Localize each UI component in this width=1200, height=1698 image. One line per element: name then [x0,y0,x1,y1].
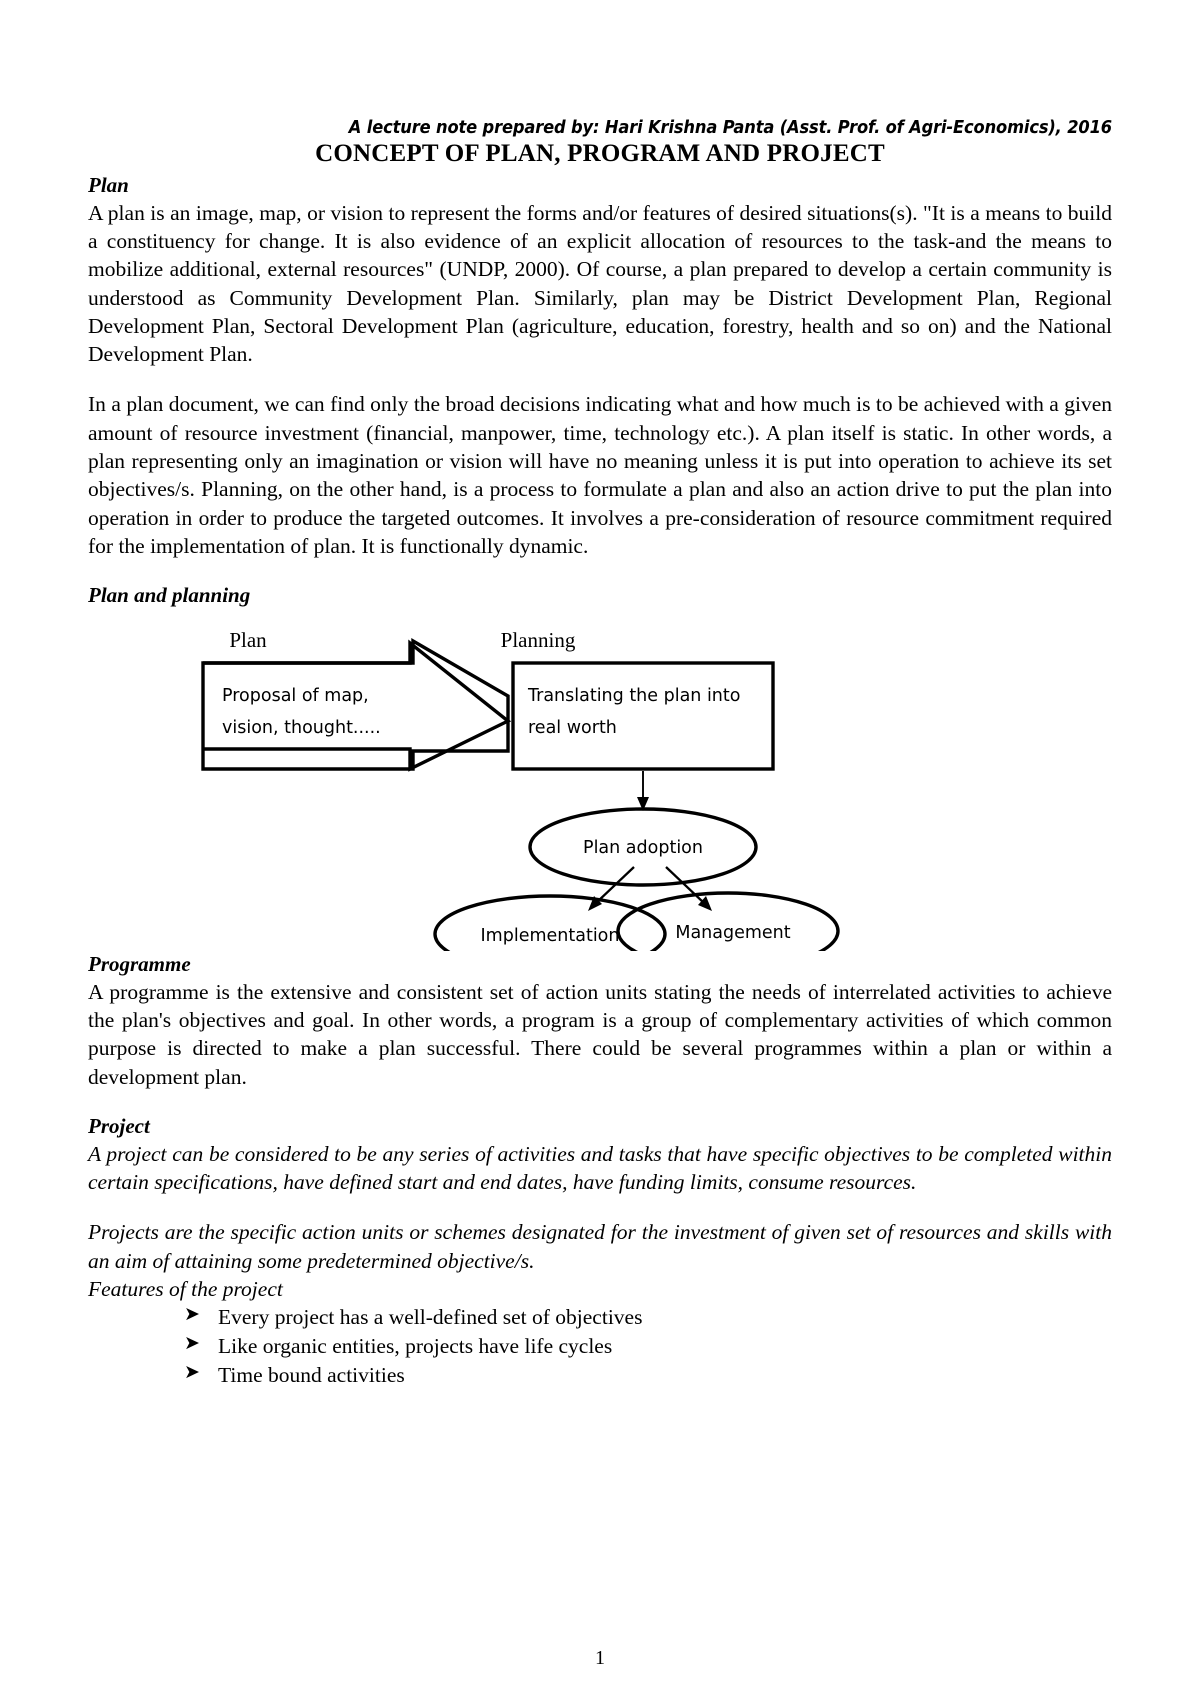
arrow-bullet-icon: ➤ [184,1361,200,1384]
programme-paragraph-1: A programme is the extensive and consistent set of action units stating the needs of interrelated activities to achieve the plan's objectives and goal. In other words, a program is a group of complementary activities of which common purpose is directed to make a plan successful. There could be several programmes within a plan or within a development plan. [88,979,1112,1089]
plan-box-line2: vision, thought..... [222,717,381,738]
section-heading-programme: Programme [88,951,191,976]
list-item [184,1332,1112,1361]
planning-box-line2: real worth [528,717,617,738]
diagram-label-planning: Planning [500,627,576,652]
arrow-bullet-icon: ➤ [184,1332,200,1355]
list-item-label: Time bound activities [218,1363,405,1388]
ellipse-implementation-label: Implementation [480,925,620,946]
project-features-list [88,1303,1112,1390]
section-heading-plan-and-planning: Plan and planning [88,583,251,608]
spacer [88,1091,1112,1113]
planning-box [513,663,773,769]
list-item-label: Like organic entities, projects have life cycles [218,1334,613,1359]
plan-paragraph-2: In a plan document, we can find only the broad decisions indicating what and how much is to be achieved with a given amount of resource investment (financial, manpower, time, technology etc.). A plan itself is static. In other words, a plan representing only an imagination or vision will have no meaning unless it is put into operation to achieve its set objectives/s. Planning, on the other hand, is a process to formulate a plan and also an action drive to put the plan into operation in order to produce the targeted outcomes. It involves a pre-consideration of resource commitment required for the implementation of plan. It is functionally dynamic. [88,392,1112,558]
section-heading-plan: Plan [88,173,129,197]
lecture-note-header: A lecture note prepared by: Hari Krishna Panta (Asst. Prof. of Agri-Economics), 2016 [348,118,1112,138]
document-title: CONCEPT OF PLAN, PROGRAM AND PROJECT [315,140,885,167]
ellipse-plan-adoption-label: Plan adoption [583,837,703,858]
list-item [184,1303,1112,1332]
plan-box-line1: Proposal of map, [222,685,369,706]
spacer [88,1196,1112,1218]
plan-paragraph-1: A plan is an image, map, or vision to represent the forms and/or features of desired situations(s). "It is a means to build a constituency for change. It is also evidence of an explicit allocation of resources to the task-and the means to mobilize additional, external resources" (UNDP, 2000). Of course, a plan prepared to develop a certain community is understood as Community Development Plan. Similarly, plan may be District Development Plan, Regional Development Plan, Sectoral Development Plan (agriculture, education, forestry, health and so on) and the National Development Plan. [88,200,1112,367]
project-paragraph-1: A project can be considered to be any series of activities and tasks that have specific objectives to be completed within certain specifications, have defined start and end dates, have funding limits, consume resources. [88,1141,1112,1195]
project-paragraph-2: Projects are the specific action units or schemes designated for the investment of given set of resources and skills with an aim of attaining some predetermined objective/s. [88,1220,1112,1273]
page-number: 1 [595,1647,605,1669]
list-item [184,1361,1112,1390]
features-heading: Features of the project [88,1276,283,1301]
planning-box-line1: Translating the plan into [528,685,741,706]
plan-planning-diagram [88,621,1112,951]
ellipse-management-label: Management [675,922,791,943]
list-item-label: Every project has a well-defined set of objectives [218,1305,643,1330]
arrow-bullet-icon: ➤ [184,1303,200,1326]
diagram-label-plan: Plan [229,627,267,652]
spacer [88,368,1112,390]
section-heading-project: Project [88,1113,150,1138]
spacer [88,560,1112,582]
